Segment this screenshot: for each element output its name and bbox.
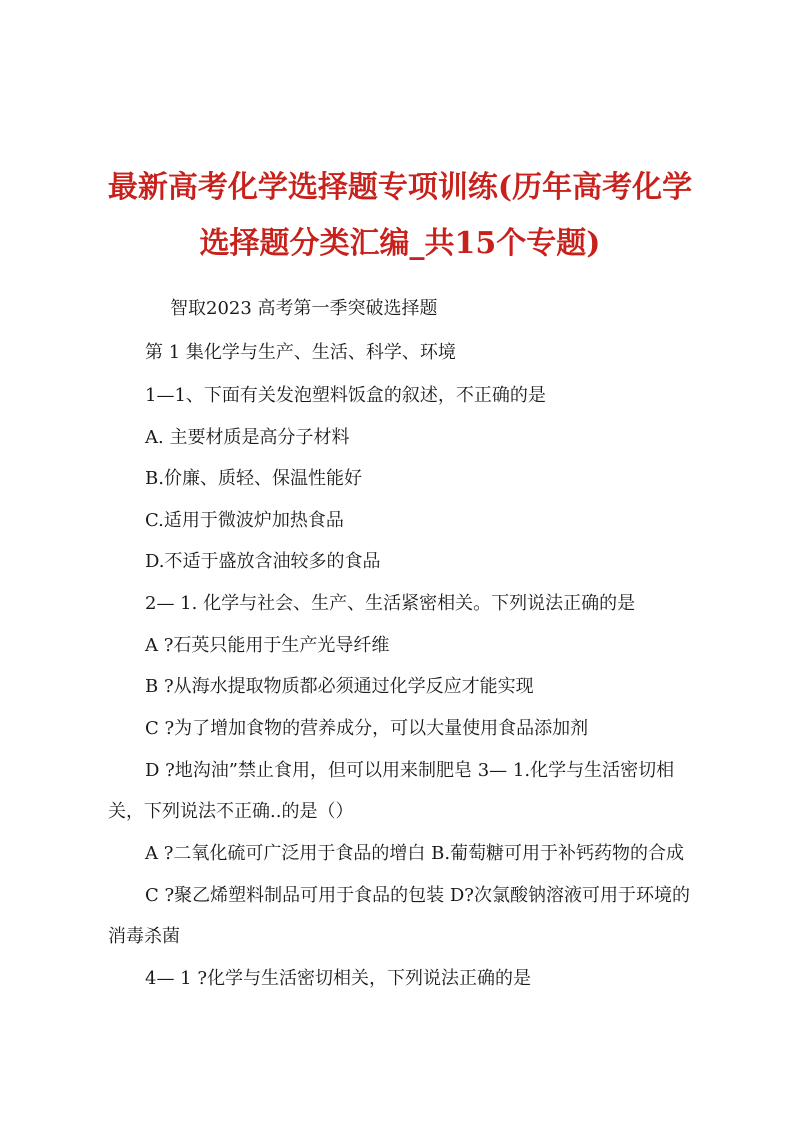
q3-option-d-continued: 消毒杀菌 bbox=[108, 926, 180, 947]
q1-option-d: D.不适于盛放含油较多的食品 bbox=[145, 551, 381, 572]
title-line-2: 选择题分类汇编_共15个专题) bbox=[199, 226, 601, 261]
q3-options-c-d: C ?聚乙烯塑料制品可用于食品的包装 D?次氯酸钠溶液可用于环境的 bbox=[145, 885, 690, 906]
question-4: 4— 1 ?化学与生活密切相关，下列说法正确的是 bbox=[145, 968, 531, 989]
section-heading: 第 1 集化学与生产、生活、科学、环境 bbox=[145, 342, 456, 363]
q2-option-c: C ?为了增加食物的营养成分，可以大量使用食品添加剂 bbox=[145, 718, 589, 739]
question-1: 1—1、下面有关发泡塑料饭盒的叙述，不正确的是 bbox=[145, 385, 546, 406]
q1-option-a: A. 主要材质是高分子材料 bbox=[145, 427, 350, 448]
q2-option-b: B ?从海水提取物质都必须通过化学反应才能实现 bbox=[145, 676, 534, 697]
question-3-continued: 关，下列说法不正确..的是（） bbox=[108, 801, 354, 822]
q2-option-a: A ?石英只能用于生产光导纤维 bbox=[145, 635, 390, 656]
title-line-1: 最新高考化学选择题专项训练(历年高考化学 bbox=[107, 170, 693, 205]
document-title bbox=[40, 160, 760, 272]
question-2: 2— 1. 化学与社会、生产、生活紧密相关。下列说法正确的是 bbox=[145, 593, 636, 614]
q2-option-d-and-question-3: D ?地沟油”禁止食用，但可以用来制肥皂 3— 1.化学与生活密切相 bbox=[145, 760, 675, 781]
q1-option-c: C.适用于微波炉加热食品 bbox=[145, 510, 344, 531]
subtitle-line: 智取2023 高考第一季突破选择题 bbox=[170, 298, 438, 319]
q3-options-a-b: A ?二氧化硫可广泛用于食品的增白 B.葡萄糖可用于补钙药物的合成 bbox=[145, 843, 685, 864]
q1-option-b: B.价廉、质轻、保温性能好 bbox=[145, 468, 362, 489]
